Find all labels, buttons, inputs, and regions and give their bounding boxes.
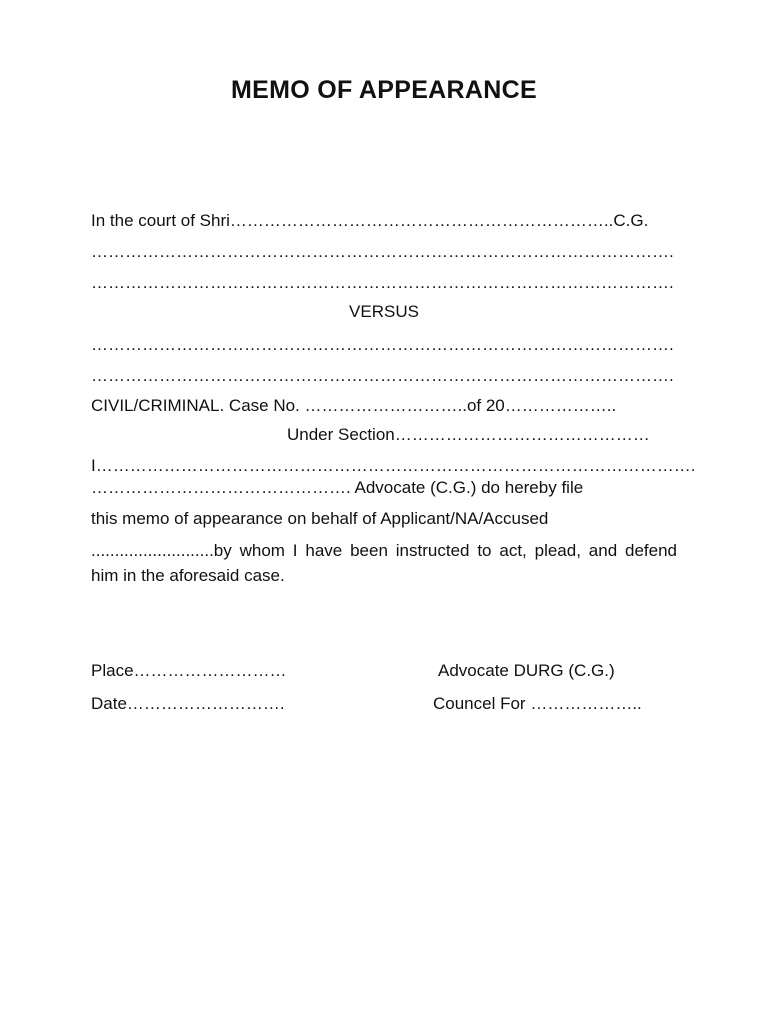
dotted-line: ………………………………………………………………………………………….	[91, 273, 674, 292]
memo-line: this memo of appearance on behalf of Applicant/NA/Accused	[91, 509, 549, 528]
document-title: MEMO OF APPEARANCE	[231, 76, 537, 104]
place-field: Place………………………	[91, 661, 287, 680]
dotted-line: ………………………………………………………………………………………….	[91, 366, 674, 385]
advocate-file-line: ………………………………………. Advocate (C.G.) do hereby file	[91, 478, 584, 497]
court-line: In the court of Shri…………………………………………………………..C.G.	[91, 211, 649, 230]
advocate-signature: Advocate DURG (C.G.)	[438, 661, 615, 680]
versus-label: VERSUS	[349, 302, 419, 321]
councel-for-field: Councel For ………………..	[433, 694, 642, 713]
date-field: Date……………………….	[91, 694, 285, 713]
case-number-line: CIVIL/CRIMINAL. Case No. ………………………..of 20………………..	[91, 396, 617, 415]
advocate-name-line: I…………………………………………………………………………………………….	[91, 456, 696, 475]
dotted-line: ………………………………………………………………………………………….	[91, 242, 674, 261]
instruction-paragraph: ..........................by whom I have been instructed to act, plead, and defend him in the aforesaid case.	[91, 541, 677, 585]
dotted-line: ………………………………………………………………………………………….	[91, 335, 674, 354]
under-section-line: Under Section………………………………………	[287, 425, 650, 444]
